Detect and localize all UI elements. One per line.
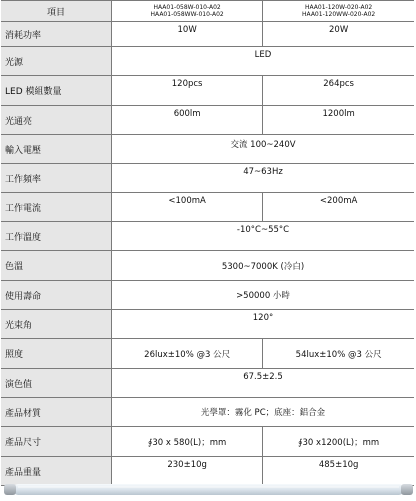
row-label: 工作電流 xyxy=(1,193,112,222)
table-row xyxy=(1,310,414,339)
row-label: 工作頻率 xyxy=(1,164,112,193)
table-row xyxy=(1,193,414,222)
cell-left: <100mA xyxy=(112,193,263,222)
row-label: 產品尺寸 xyxy=(1,427,112,457)
cell-merged: -10°C~55°C xyxy=(112,222,415,251)
header-label: 項目 xyxy=(1,1,112,22)
cell-left: 600lm xyxy=(112,106,263,135)
row-label: 光通亮 xyxy=(1,106,112,135)
cell-right: 54lux±10% @3 公尺 xyxy=(263,339,414,369)
row-label: 產品材質 xyxy=(1,398,112,427)
tube-cap-left xyxy=(4,484,16,495)
table-row xyxy=(1,281,414,310)
row-label: 色溫 xyxy=(1,251,112,281)
cell-left: 10W xyxy=(112,22,263,47)
table-row xyxy=(1,369,414,398)
cell-left: 120pcs xyxy=(112,76,263,106)
table-row xyxy=(1,427,414,457)
table-row xyxy=(1,47,414,76)
model-code: HAA01-058W-010-A02 xyxy=(153,4,221,11)
cell-merged: >50000 小時 xyxy=(112,281,415,310)
spec-table xyxy=(1,0,414,486)
row-label: 光源 xyxy=(1,47,112,76)
cell-right: 264pcs xyxy=(263,76,414,106)
cell-merged: 67.5±2.5 xyxy=(112,369,415,398)
model-col-1 xyxy=(112,1,263,22)
cell-merged: 交流 100~240V xyxy=(112,135,415,164)
header-row xyxy=(1,1,414,22)
cell-merged: 光學罩：霧化 PC；底座：鋁合金 xyxy=(112,398,415,427)
cell-merged: 5300~7000K (冷白) xyxy=(112,251,415,281)
table-row xyxy=(1,22,414,47)
row-label: 使用壽命 xyxy=(1,281,112,310)
cell-right: 1200lm xyxy=(263,106,414,135)
led-tube-icon xyxy=(4,481,413,497)
model-col-2 xyxy=(263,1,414,22)
row-label: 產品重量 xyxy=(1,457,112,486)
table-row xyxy=(1,222,414,251)
cell-right: <200mA xyxy=(263,193,414,222)
cell-merged: 47~63Hz xyxy=(112,164,415,193)
cell-left: 26lux±10% @3 公尺 xyxy=(112,339,263,369)
cell-left: 230±10g xyxy=(112,457,263,486)
table-row xyxy=(1,135,414,164)
table-row xyxy=(1,251,414,281)
table-row xyxy=(1,398,414,427)
table-row xyxy=(1,339,414,369)
row-label: 演色值 xyxy=(1,369,112,398)
row-label: 照度 xyxy=(1,339,112,369)
cell-merged: 120° xyxy=(112,310,415,339)
row-label: 光束角 xyxy=(1,310,112,339)
model-code: HAA01-058WW-010-A02 xyxy=(150,11,224,18)
table-row xyxy=(1,76,414,106)
table-row xyxy=(1,106,414,135)
model-code: HAA01-120W-020-A02 xyxy=(305,4,373,11)
row-label: 消耗功率 xyxy=(1,22,112,47)
row-label: 輸入電壓 xyxy=(1,135,112,164)
cell-right: 20W xyxy=(263,22,414,47)
tube-cap-right xyxy=(401,484,413,495)
table-row xyxy=(1,164,414,193)
model-code: HAA01-120WW-020-A02 xyxy=(302,11,376,18)
row-label: 工作溫度 xyxy=(1,222,112,251)
tube-body xyxy=(13,484,404,495)
led-tube-svg xyxy=(4,481,413,497)
cell-right: ∮30 x1200(L)；mm xyxy=(263,427,414,457)
cell-right: 485±10g xyxy=(263,457,414,486)
row-label: LED 模組數量 xyxy=(1,76,112,106)
cell-left: ∮30 x 580(L)；mm xyxy=(112,427,263,457)
cell-merged: LED xyxy=(112,47,415,76)
